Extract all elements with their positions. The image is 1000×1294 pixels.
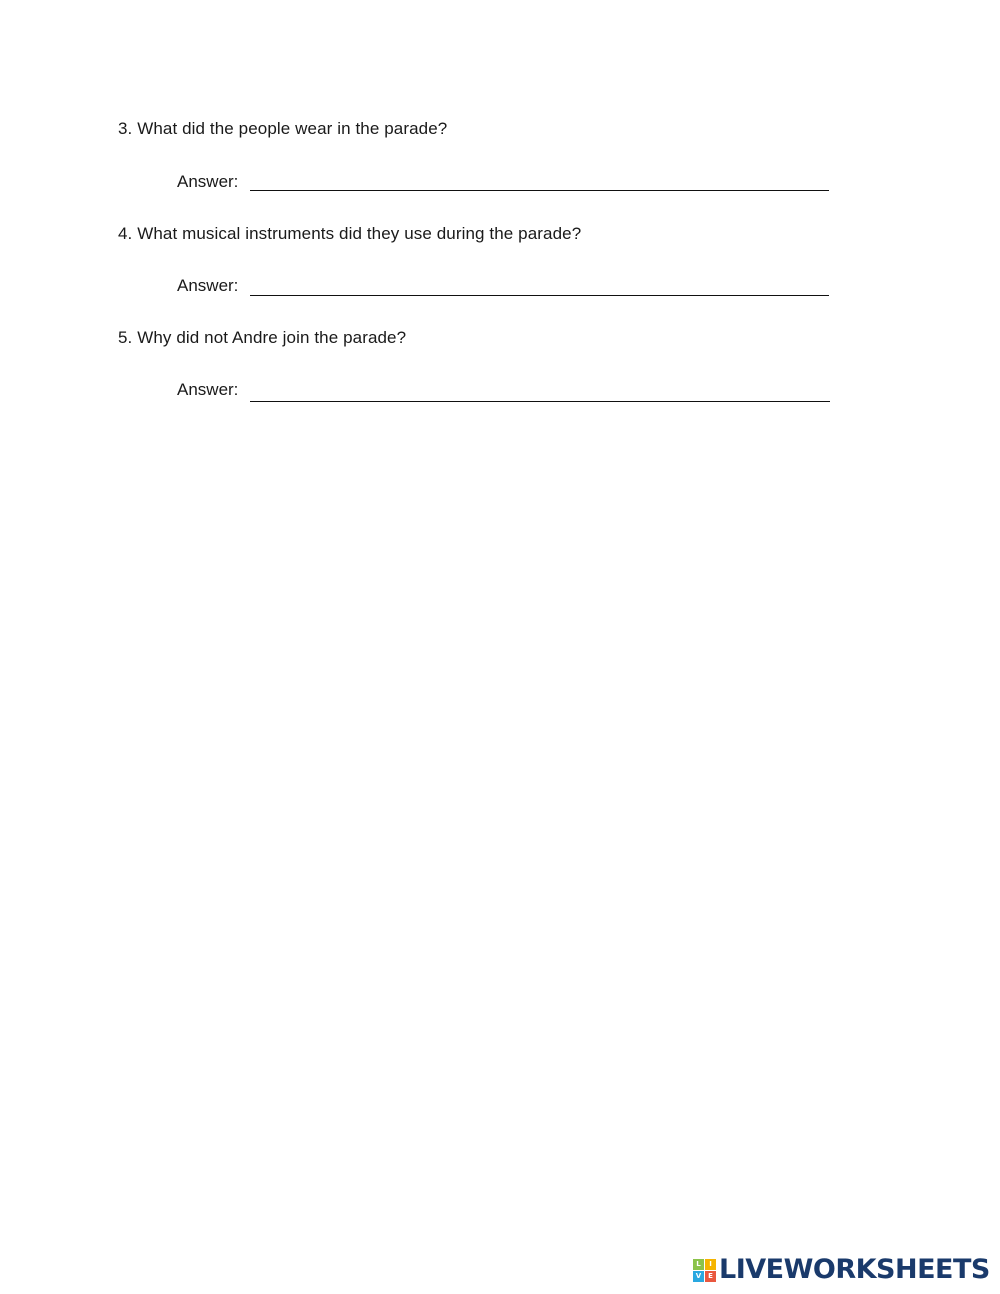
logo-tile-i: I: [705, 1259, 716, 1270]
answer-line-3[interactable]: [250, 190, 829, 191]
answer-label-3: Answer:: [177, 172, 239, 191]
brand-name: LIVEWORKSHEETS: [719, 1254, 990, 1285]
liveworksheets-brand: [693, 1255, 990, 1285]
question-3: 3. What did the people wear in the parade?: [118, 119, 448, 138]
liveworksheets-logo-icon: [693, 1259, 716, 1282]
answer-line-5[interactable]: [250, 401, 830, 402]
answer-label-4: Answer:: [177, 276, 239, 295]
logo-tile-v: V: [693, 1271, 704, 1282]
logo-tile-e: E: [705, 1271, 716, 1282]
answer-line-4[interactable]: [250, 295, 829, 296]
logo-tile-l: L: [693, 1259, 704, 1270]
question-4: 4. What musical instruments did they use during the parade?: [118, 224, 582, 243]
question-5: 5. Why did not Andre join the parade?: [118, 328, 407, 347]
answer-label-5: Answer:: [177, 380, 239, 399]
